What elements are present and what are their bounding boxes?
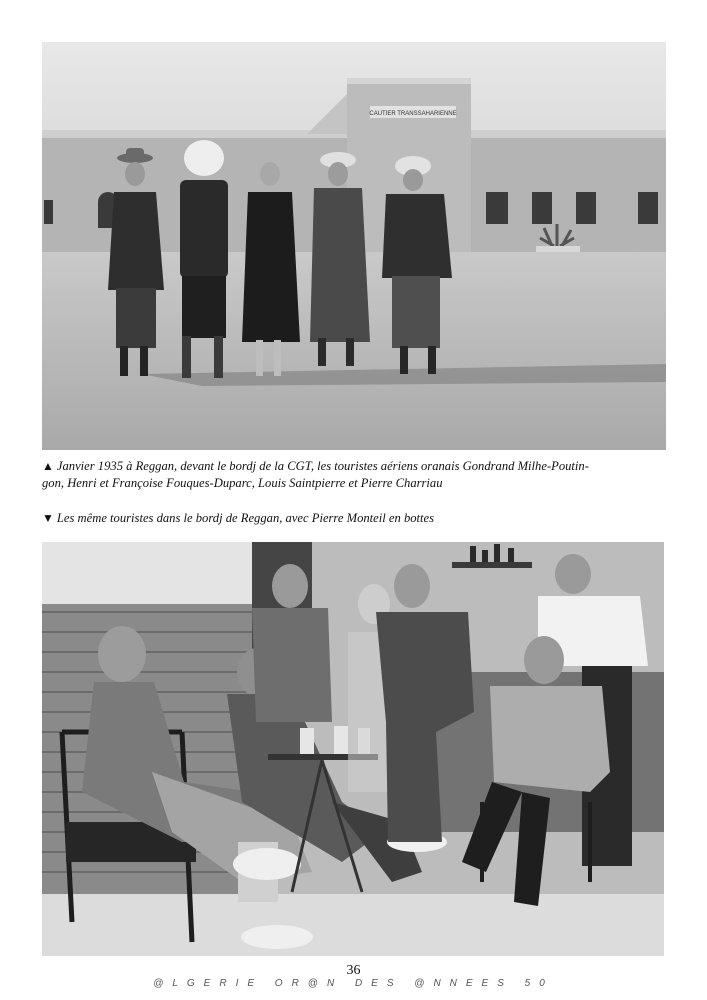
caption-top-text-2: gon, Henri et Françoise Fouques-Duparc, Louis Saintpierre et Pierre Charriau <box>42 476 443 490</box>
caption-top-photo <box>42 458 668 492</box>
building-sign-text: CAUTIER TRANSSAHARIENNE <box>369 111 457 117</box>
caption-bottom-text: Les même touristes dans le bordj de Reggan, avec Pierre Monteil en bottes <box>56 511 435 525</box>
up-triangle-icon: ▲ <box>42 459 54 473</box>
down-triangle-icon: ▼ <box>42 511 54 525</box>
caption-bottom-photo <box>42 510 668 527</box>
photo-tourists-inside-bordj <box>42 542 664 956</box>
footer-publication-title: @LGERIE OR@N DES @NNEES 50 <box>153 978 554 989</box>
page-number: 36 <box>346 963 361 978</box>
photo-tourists-outside-bordj <box>42 42 666 450</box>
caption-top-line-1 <box>42 458 668 475</box>
caption-top-text-1: Janvier 1935 à Reggan, devant le bordj de la CGT, les touristes aériens oranais Gondrand Milhe-Poutin- <box>56 459 589 473</box>
